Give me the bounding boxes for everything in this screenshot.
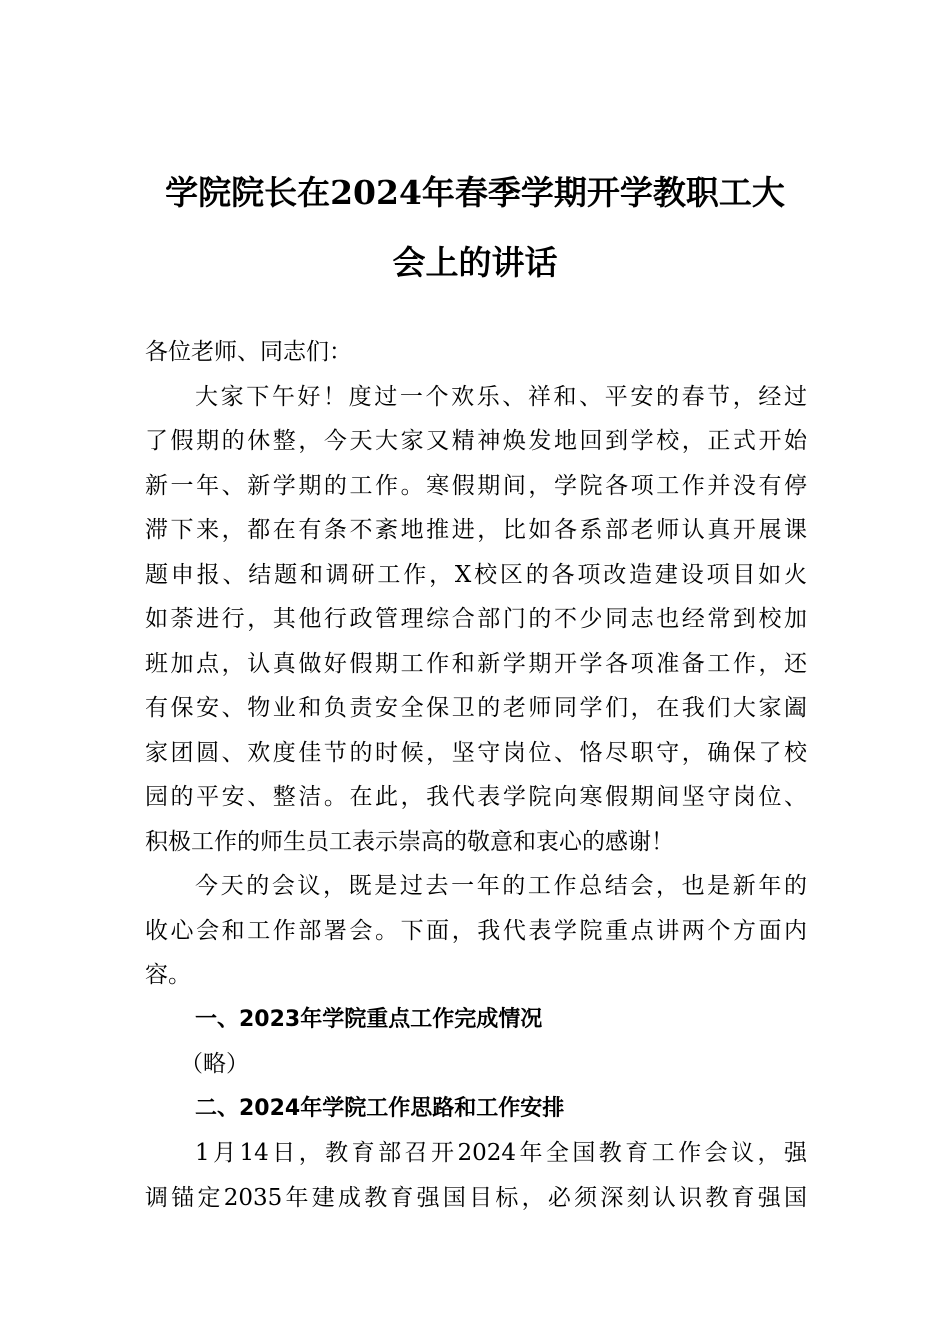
paragraph-1: [145, 375, 807, 865]
text-line: 积极工作的师生员工表示崇高的敬意和衷心的感谢！: [145, 828, 674, 855]
text-line: 题申报、结题和调研工作，X校区的各项改造建设项目如火: [145, 561, 807, 588]
title-line-2: 会上的讲话: [392, 243, 558, 282]
text-line: 班加点，认真做好假期工作和新学期开学各项准备工作，还: [145, 650, 807, 677]
paragraph-3: [145, 1131, 807, 1220]
text-line: 了假期的休整，今天大家又精神焕发地回到学校，正式开始: [145, 428, 807, 454]
text-line: 大家下午好！度过一个欢乐、祥和、平安的春节，经过: [195, 383, 807, 410]
text-line: 滞下来，都在有条不紊地推进，比如各系部老师认真开展课: [145, 517, 807, 543]
section-heading-2: 二、2024年学院工作思路和工作安排: [195, 1095, 565, 1121]
title-line-1: 学院院长在2024年春季学期开学教职工大: [165, 173, 785, 212]
text-line: 今天的会议，既是过去一年的工作总结会，也是新年的: [195, 873, 807, 899]
text-line: 新一年、新学期的工作。寒假期间，学院各项工作并没有停: [145, 472, 807, 499]
text-line: 家团圆、欢度佳节的时候，坚守岗位、恪尽职守，确保了校: [145, 739, 807, 766]
text-line: 容。: [145, 962, 191, 988]
greeting: 各位老师、同志们：: [145, 339, 352, 365]
document-body: [145, 330, 807, 1220]
section-heading-1: 一、2023年学院重点工作完成情况: [195, 1006, 543, 1032]
text-line: 如荼进行，其他行政管理综合部门的不少同志也经常到校加: [145, 606, 807, 632]
text-line: 收心会和工作部署会。下面，我代表学院重点讲两个方面内: [145, 917, 807, 944]
omitted-note: （略）: [180, 1051, 249, 1077]
text-line: 调锚定2035年建成教育强国目标，必须深刻认识教育强国: [145, 1184, 807, 1211]
text-line: 园的平安、整洁。在此，我代表学院向寒假期间坚守岗位、: [145, 784, 807, 810]
paragraph-2: [145, 864, 807, 998]
document-title: [120, 158, 830, 298]
text-line: 1月14日，教育部召开2024年全国教育工作会议，强: [195, 1140, 807, 1166]
text-line: 有保安、物业和负责安全保卫的老师同学们，在我们大家阖: [145, 695, 807, 721]
